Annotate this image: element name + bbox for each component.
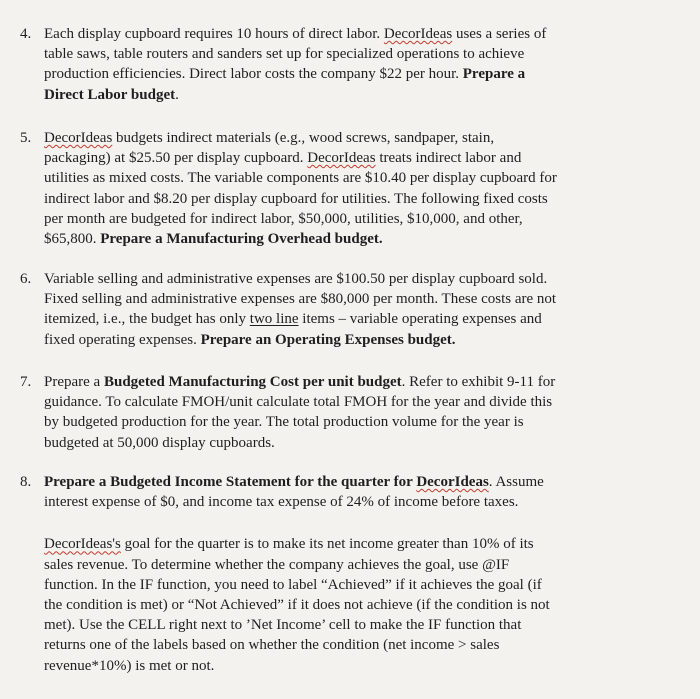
company-name: DecorIdeas's xyxy=(44,536,121,553)
text-line: guidance. To calculate FMOH/unit calculate total FMOH for the year and divide this xyxy=(44,394,553,411)
text-line: table saws, table routers and sanders set up for specialized operations to achieve xyxy=(44,46,525,63)
text-line: sales revenue. To determine whether the company achieves the goal, use @IF xyxy=(44,556,510,573)
item-number: 7. xyxy=(20,374,32,390)
text-line: DecorIdeas budgets indirect materials (e.g., wood screws, sandpaper, stain, xyxy=(44,130,495,146)
text-line: returns one of the labels based on whether the condition (net income > sales xyxy=(44,637,500,654)
text-line: Each display cupboard requires 10 hours of direct labor. DecorIdeas uses a series of xyxy=(44,26,547,42)
item-number: 6. xyxy=(20,271,32,287)
item-body xyxy=(44,24,678,105)
text-line: fixed operating expenses. Prepare an Operating Expenses budget. xyxy=(44,331,456,348)
text-line: Direct Labor budget. xyxy=(44,86,179,103)
task-instruction: Prepare an Operating Expenses budget. xyxy=(200,331,456,348)
text-line: by budgeted production for the year. The total production volume for the year is xyxy=(44,414,524,431)
text-line: Variable selling and administrative expenses are $100.50 per display cupboard sold. xyxy=(44,271,548,287)
item-4 xyxy=(20,24,678,105)
item-7 xyxy=(20,372,678,453)
text-line: budgeted at 50,000 display cupboards. xyxy=(44,434,275,451)
item-8 xyxy=(20,472,678,676)
text-line: the condition is met) or “Not Achieved” if it does not achieve (if the condition is not xyxy=(44,597,550,614)
text-line: interest expense of $0, and income tax expense of 24% of income before taxes. xyxy=(44,494,519,511)
item-5 xyxy=(20,128,678,249)
text-line: utilities as mixed costs. The variable components are $10.40 per display cupboard for xyxy=(44,170,557,187)
text-line: production efficiencies. Direct labor costs the company $22 per hour. Prepare a xyxy=(44,66,526,83)
item-number: 4. xyxy=(20,26,32,42)
item-body xyxy=(44,128,678,249)
company-name: DecorIdeas xyxy=(307,150,376,167)
item-body xyxy=(44,269,678,350)
text-line: met). Use the CELL right next to ’Net Income’ cell to make the IF function that xyxy=(44,617,522,634)
text-line: Prepare a Budgeted Income Statement for the quarter for DecorIdeas. Assume xyxy=(44,474,544,490)
item-body xyxy=(44,372,678,453)
text-line: $65,800. Prepare a Manufacturing Overhead budget. xyxy=(44,231,383,248)
underlined-phrase: two line xyxy=(249,311,299,328)
task-instruction: Budgeted Manufacturing Cost per unit budget xyxy=(103,374,402,390)
text-line: Prepare a Budgeted Manufacturing Cost per unit budget. Refer to exhibit 9-11 for xyxy=(44,374,556,390)
task-instruction: Direct Labor budget xyxy=(44,86,176,103)
company-name: DecorIdeas xyxy=(44,130,113,146)
text-line: Fixed selling and administrative expenses are $80,000 per month. These costs are not xyxy=(44,291,557,308)
company-name: DecorIdeas xyxy=(383,26,453,42)
task-instruction: Prepare a Manufacturing Overhead budget. xyxy=(100,231,383,248)
text-line: itemized, i.e., the budget has only two line items – variable operating expenses and xyxy=(44,311,542,328)
text-line: function. In the IF function, you need to label “Achieved” if it achieves the goal (if xyxy=(44,576,542,593)
task-instruction: Prepare a xyxy=(462,66,526,83)
item-body xyxy=(44,472,678,676)
task-instruction: Prepare a Budgeted Income Statement for the quarter for xyxy=(44,474,417,490)
item-number: 8. xyxy=(20,474,32,490)
item-6 xyxy=(20,269,678,350)
text-line: packaging) at $25.50 per display cupboard. DecorIdeas treats indirect labor and xyxy=(44,150,522,167)
text-line: revenue*10%) is met or not. xyxy=(44,657,215,674)
text-line: indirect labor and $8.20 per display cupboard for utilities. The following fixed costs xyxy=(44,190,548,207)
company-name: DecorIdeas xyxy=(416,474,489,490)
text-line: per month are budgeted for indirect labor, $50,000, utilities, $10,000, and other, xyxy=(44,210,523,227)
item-number: 5. xyxy=(20,130,32,146)
text-line: DecorIdeas's goal for the quarter is to make its net income greater than 10% of its xyxy=(44,536,534,553)
